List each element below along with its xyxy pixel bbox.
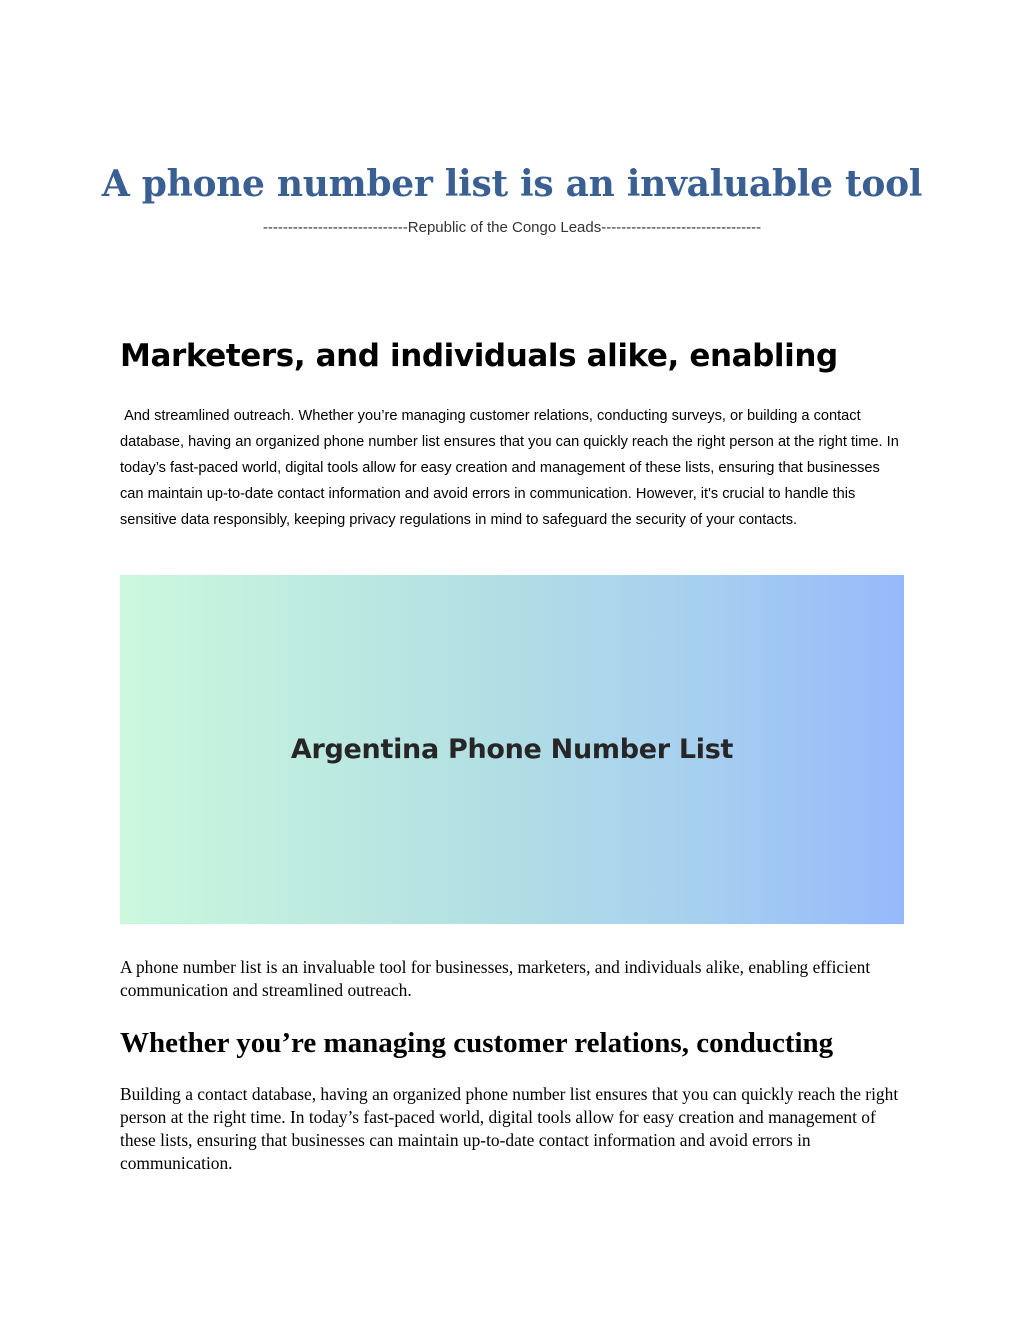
intro-paragraph: A phone number list is an invaluable tool for businesses, marketers, and individuals alike, enabling efficient communication and streamlined outreach. [120,957,871,1000]
banner-image [120,575,904,924]
banner-text: Argentina Phone Number List [290,734,734,765]
section-heading: Marketers, and individuals alike, enabling [120,338,838,374]
page-title: A phone number list is an invaluable tool [101,163,923,205]
body-paragraph: Building a contact database, having an organized phone number list ensures that you can quickly reach the right person at the right time. In today’s fast-paced world, digital tools allow for easy creation and management of these lists, ensuring that businesses can maintain up-to-date contact information and avoid errors in communication. [120,1084,899,1173]
section-heading-2: Whether you’re managing customer relations, conducting [120,1027,834,1059]
section-paragraph [120,403,900,533]
section-paragraph-text: And streamlined outreach. Whether you’re managing customer relations, conducting surveys, or building a contact database, having an organized phone number list ensures that you can quickly reach the right person at the right time. In today’s fast-paced world, digital tools allow for easy creation and management of these lists, ensuring that businesses can maintain up-to-date contact information and avoid errors in communication. However, it's crucial to handle this sensitive data responsibly, keeping privacy regulations in mind to safeguard the security of your contacts. [120,408,899,528]
page-subtitle: -----------------------------Republic of the Congo Leads-------------------------------- [262,219,762,236]
